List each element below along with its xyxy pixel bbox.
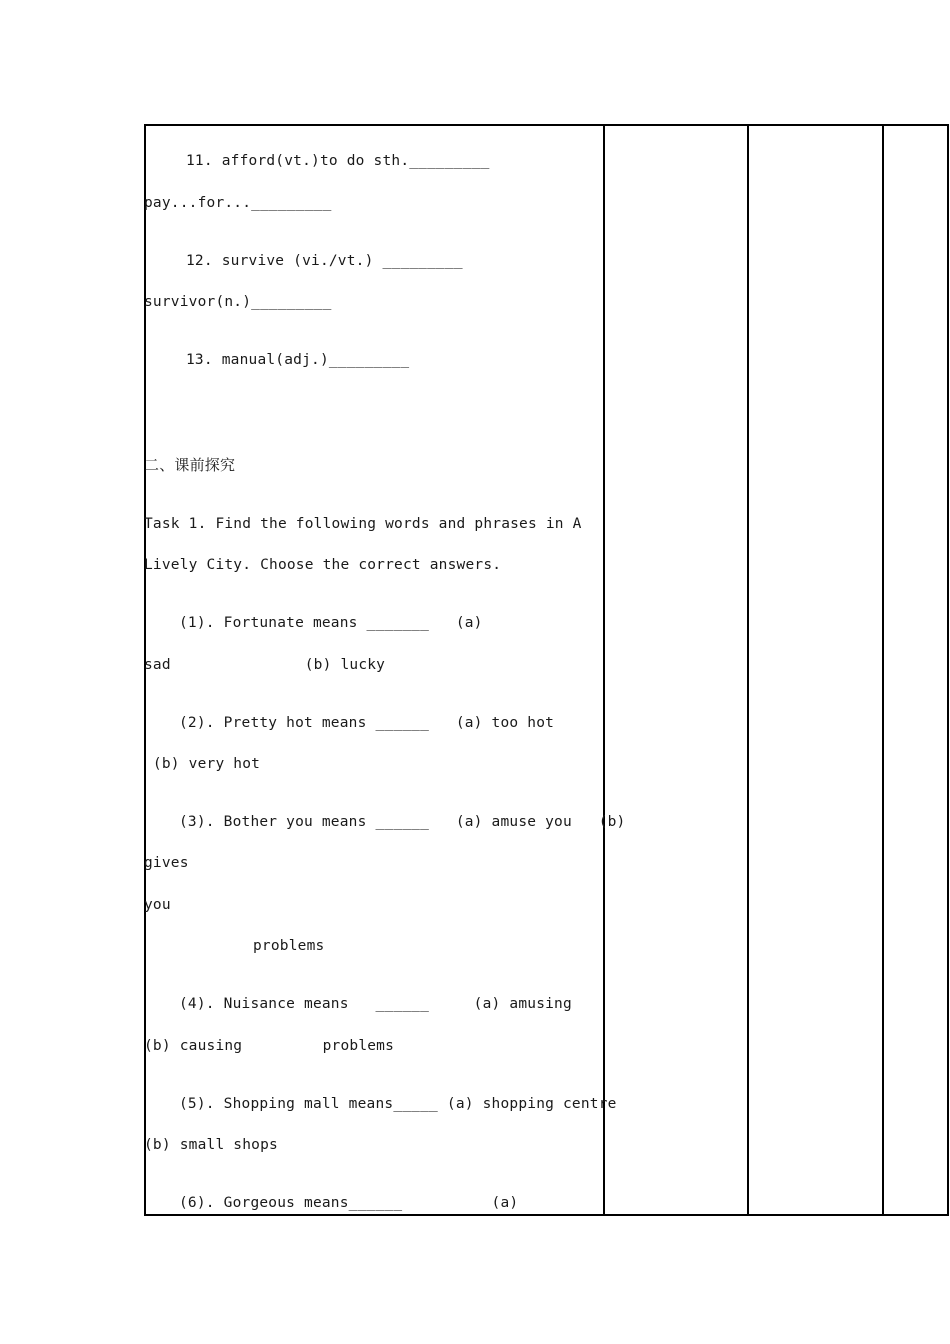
question-5-options: (b) small shops <box>144 1137 278 1153</box>
question-3-options: you <box>144 897 171 913</box>
task-instruction: Task 1. Find the following words and phrases in A <box>144 516 582 532</box>
column-divider <box>882 124 884 1216</box>
question-1-options: sad (b) lucky <box>144 657 386 673</box>
vocab-item-11-continued: pay...for..._________ <box>144 195 332 211</box>
vocab-item-12: 12. survive (vi./vt.) _________ <box>186 253 463 269</box>
vocab-item-12-continued: survivor(n.)_________ <box>144 294 332 310</box>
question-3-options: gives <box>144 855 189 871</box>
question-4-options: (b) causing problems <box>144 1038 395 1054</box>
question-3: (3). Bother you means ______ (a) amuse you (b) <box>179 814 626 830</box>
question-1: (1). Fortunate means _______ (a) <box>179 615 483 631</box>
question-2-options: (b) very hot <box>144 756 261 772</box>
column-divider <box>603 124 605 1216</box>
question-2: (2). Pretty hot means ______ (a) too hot <box>179 715 555 731</box>
vocab-item-13: 13. manual(adj.)_________ <box>186 352 410 368</box>
task-instruction-continued: Lively City. Choose the correct answers. <box>144 557 502 573</box>
question-5: (5). Shopping mall means_____ (a) shopping centre <box>179 1096 617 1112</box>
vocab-item-11: 11. afford(vt.)to do sth._________ <box>186 153 490 169</box>
question-6: (6). Gorgeous means______ (a) <box>179 1195 519 1211</box>
section-heading: 二、课前探究 <box>144 456 236 474</box>
column-divider <box>747 124 749 1216</box>
question-3-options: problems <box>253 938 325 954</box>
question-4: (4). Nuisance means ______ (a) amusing <box>179 996 572 1012</box>
